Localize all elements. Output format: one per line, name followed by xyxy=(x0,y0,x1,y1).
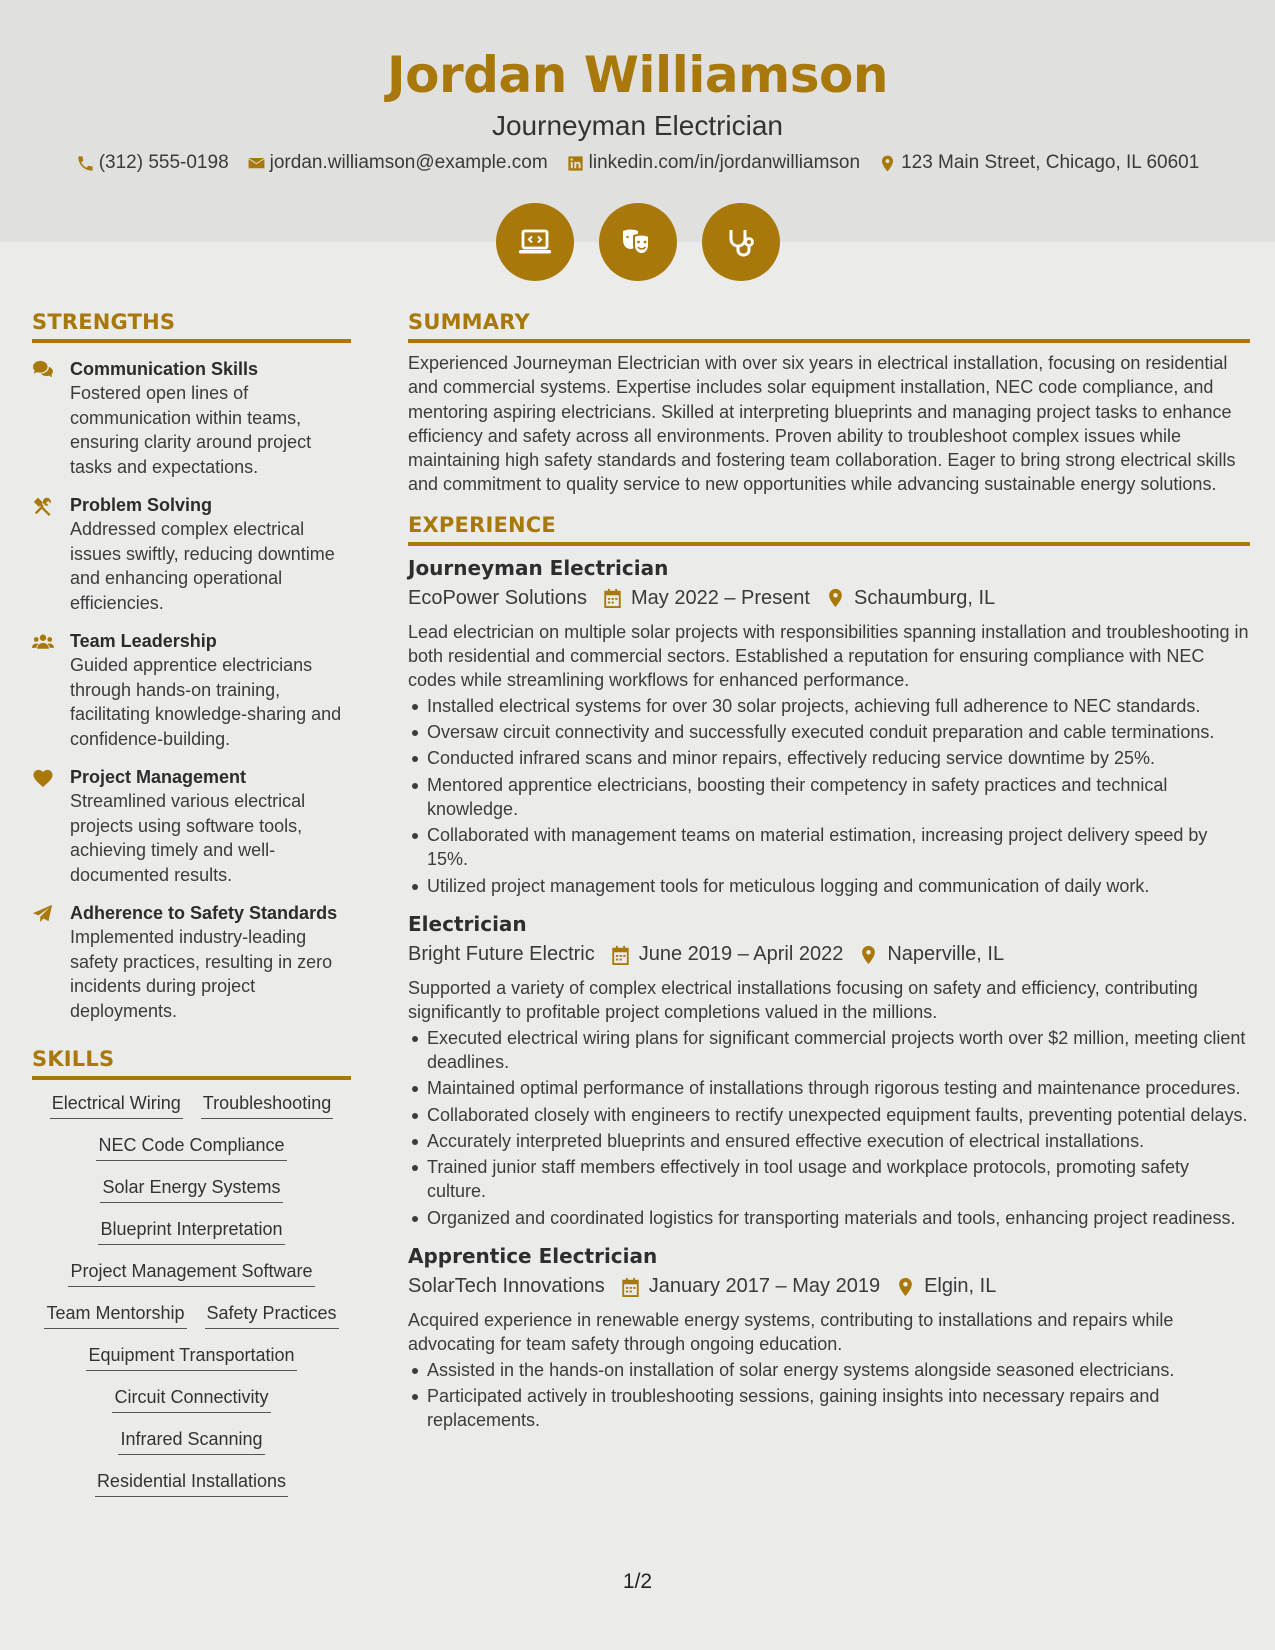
skill-tag: Blueprint Interpretation xyxy=(98,1218,284,1245)
skill-tag: Infrared Scanning xyxy=(118,1428,264,1455)
contact-email[interactable] xyxy=(247,152,548,174)
job-description: Acquired experience in renewable energy systems, contributing to installations and repairs while advocating for team safety through ongoing education. xyxy=(408,1310,1174,1355)
strength-desc: Implemented industry-leading safety practices, resulting in zero incidents during project deployments. xyxy=(70,927,333,1021)
job-description: Lead electrician on multiple solar projects with responsibilities spanning installation and troubleshooting in both residential and commercial sectors. Established a reputation for ensuring compliance with NEC codes while streamlining workflows for enhanced performance. xyxy=(408,621,1249,691)
interest-badges xyxy=(0,203,1275,281)
job-dates: May 2022 – Present xyxy=(630,586,810,609)
job-location: Naperville, IL xyxy=(887,943,1005,966)
strength-title: Project Management xyxy=(70,767,247,787)
job-title: Electrician xyxy=(408,912,527,937)
strength-title: Problem Solving xyxy=(70,495,213,515)
page-number: 1/2 xyxy=(622,1570,653,1593)
contact-phone[interactable] xyxy=(76,152,229,174)
stethoscope-icon xyxy=(721,222,761,262)
skill-tag: Circuit Connectivity xyxy=(112,1386,270,1413)
job-bullet: Participated actively in troubleshooting sessions, gaining insights into necessary repairs and replacements. xyxy=(408,1384,1250,1433)
paper-plane-icon xyxy=(32,904,54,924)
skill-tag: Team Mentorship xyxy=(44,1302,186,1329)
job-dates: June 2019 – April 2022 xyxy=(638,943,844,966)
map-marker-icon xyxy=(896,1277,915,1297)
strength-desc: Streamlined various electrical projects using software tools, achieving timely and well-documented results. xyxy=(70,791,306,885)
stethoscope-badge xyxy=(702,203,780,281)
job-entry xyxy=(408,556,1250,898)
strength-desc: Fostered open lines of communication within teams, ensuring clarity around project tasks and expectations. xyxy=(70,383,312,477)
theater-masks-badge xyxy=(599,203,677,281)
map-marker-icon xyxy=(859,945,878,965)
skill-tag: Project Management Software xyxy=(68,1260,314,1287)
job-bullet: Oversaw circuit connectivity and successfully executed conduit preparation and cable terminations. xyxy=(408,720,1250,744)
candidate-role: Journeyman Electrician xyxy=(491,110,784,141)
job-meta xyxy=(408,943,1250,966)
job-bullet: Accurately interpreted blueprints and ensured effective execution of electrical installations. xyxy=(408,1129,1250,1153)
job-company: Bright Future Electric xyxy=(408,943,595,966)
job-bullet: Utilized project management tools for meticulous logging and communication of daily work. xyxy=(408,874,1250,898)
laptop-code-icon xyxy=(515,222,555,262)
contact-address xyxy=(878,152,1199,174)
experience-heading: EXPERIENCE xyxy=(408,513,1250,546)
email-text: jordan.williamson@example.com xyxy=(269,152,548,173)
job-title: Journeyman Electrician xyxy=(408,555,669,580)
strength-item xyxy=(32,629,351,751)
job-company: SolarTech Innovations xyxy=(408,1275,605,1298)
heart-icon xyxy=(32,768,54,788)
skill-tag: Safety Practices xyxy=(205,1302,339,1329)
job-bullet: Maintained optimal performance of installations through rigorous testing and maintenance procedures. xyxy=(408,1076,1250,1100)
job-entry xyxy=(408,912,1250,1230)
phone-icon xyxy=(76,154,95,173)
job-meta xyxy=(408,587,1250,610)
job-bullets xyxy=(408,1358,1250,1433)
job-bullet: Conducted infrared scans and minor repairs, effectively reducing service downtime by 25%. xyxy=(408,746,1250,770)
strength-desc: Addressed complex electrical issues swiftly, reducing downtime and enhancing operational efficiencies. xyxy=(70,519,335,613)
strength-item xyxy=(32,493,351,615)
strength-title: Adherence to Safety Standards xyxy=(70,903,338,923)
map-marker-icon xyxy=(878,154,897,173)
strength-title: Team Leadership xyxy=(70,631,217,651)
right-column xyxy=(408,310,1250,1435)
skill-tag: Electrical Wiring xyxy=(50,1092,183,1119)
skill-tag: NEC Code Compliance xyxy=(96,1134,286,1161)
strengths-heading: STRENGTHS xyxy=(32,310,351,343)
job-location: Elgin, IL xyxy=(924,1275,997,1298)
comments-icon xyxy=(32,360,54,380)
summary-heading: SUMMARY xyxy=(408,310,1250,343)
candidate-name: Jordan Williamson xyxy=(387,46,888,104)
job-dates: January 2017 – May 2019 xyxy=(648,1275,881,1298)
skills-heading: SKILLS xyxy=(32,1047,351,1080)
calendar-icon xyxy=(621,1277,640,1297)
linkedin-icon xyxy=(566,154,585,173)
job-company: EcoPower Solutions xyxy=(408,586,587,609)
job-bullet: Collaborated closely with engineers to rectify unexpected equipment faults, preventing potential delays. xyxy=(408,1103,1250,1127)
job-meta xyxy=(408,1275,1250,1298)
summary-text: Experienced Journeyman Electrician with over six years in electrical installation, focusing on residential and commercial systems. Expertise includes solar equipment installation, NEC code compliance, and mentoring aspiring electricians. Skilled at interpreting blueprints and managing project tasks to enhance efficiency and safety across all environments. Proven ability to troubleshoot complex issues while maintaining high safety standards and fostering team collaboration. Eager to bring strong electrical skills and commitment to quality service to new opportunities while advancing sustainable energy solutions. xyxy=(408,353,1236,495)
job-location: Schaumburg, IL xyxy=(853,586,996,609)
job-bullets xyxy=(408,694,1250,898)
left-column xyxy=(32,310,351,1497)
skill-tag: Troubleshooting xyxy=(201,1092,333,1119)
linkedin-text: linkedin.com/in/jordanwilliamson xyxy=(588,152,861,173)
users-icon xyxy=(32,632,54,652)
calendar-icon xyxy=(611,945,630,965)
skill-tag: Equipment Transportation xyxy=(86,1344,296,1371)
job-bullet: Executed electrical wiring plans for significant commercial projects worth over $2 million, meeting client deadlines. xyxy=(408,1026,1250,1075)
skill-tag: Residential Installations xyxy=(95,1470,288,1497)
calendar-icon xyxy=(603,588,622,608)
strength-title: Communication Skills xyxy=(70,359,259,379)
strength-item xyxy=(32,901,351,1023)
job-entry xyxy=(408,1244,1250,1432)
strength-item xyxy=(32,765,351,887)
job-bullet: Collaborated with management teams on material estimation, increasing project delivery speed by 15%. xyxy=(408,823,1250,872)
job-bullet: Installed electrical systems for over 30 solar projects, achieving full adherence to NEC standards. xyxy=(408,694,1250,718)
theater-masks-icon xyxy=(618,222,658,262)
job-bullets xyxy=(408,1026,1250,1230)
job-bullet: Trained junior staff members effectively in tool usage and workplace protocols, promoting safety culture. xyxy=(408,1155,1250,1204)
contact-bar xyxy=(0,152,1275,174)
job-description: Supported a variety of complex electrical installations focusing on safety and efficiency, contributing significantly to profitable project completions valued in the millions. xyxy=(408,978,1198,1023)
map-marker-icon xyxy=(826,588,845,608)
skills-list xyxy=(32,1092,351,1497)
strength-item xyxy=(32,357,351,479)
contact-linkedin[interactable] xyxy=(566,152,860,174)
job-bullet: Assisted in the hands-on installation of solar energy systems alongside seasoned electricians. xyxy=(408,1358,1250,1382)
job-bullet: Mentored apprentice electricians, boosting their competency in safety practices and technical knowledge. xyxy=(408,773,1250,822)
job-title: Apprentice Electrician xyxy=(408,1244,658,1269)
strength-desc: Guided apprentice electricians through hands-on training, facilitating knowledge-sharing and confidence-building. xyxy=(70,655,342,749)
job-bullet: Organized and coordinated logistics for transporting materials and tools, enhancing project readiness. xyxy=(408,1206,1250,1230)
envelope-icon xyxy=(247,154,266,173)
laptop-code-badge xyxy=(496,203,574,281)
skill-tag: Solar Energy Systems xyxy=(100,1176,282,1203)
tools-icon xyxy=(32,496,54,516)
phone-text: (312) 555-0198 xyxy=(98,152,229,173)
address-text: 123 Main Street, Chicago, IL 60601 xyxy=(901,152,1200,173)
